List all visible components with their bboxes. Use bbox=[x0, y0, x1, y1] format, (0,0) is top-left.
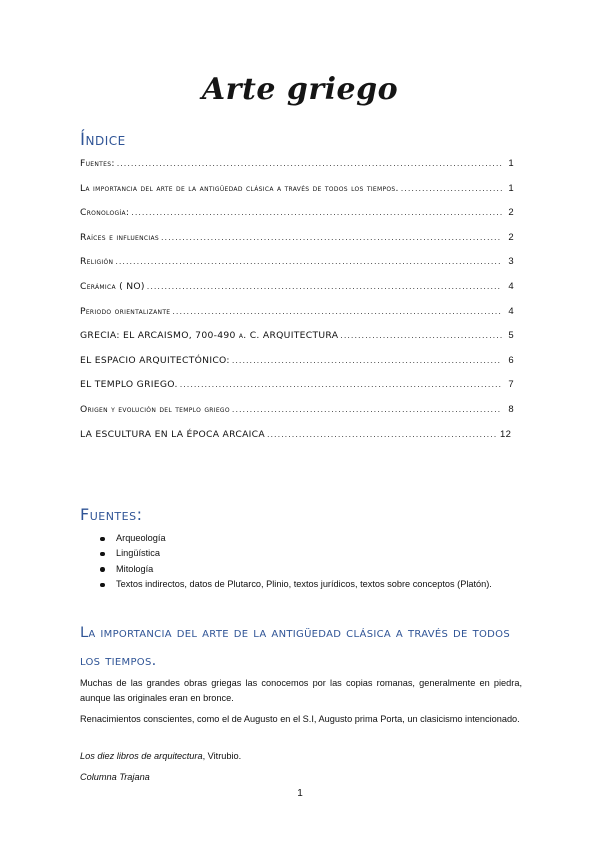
book-title: Los diez libros de arquitectura bbox=[80, 751, 203, 761]
toc-entry[interactable] bbox=[80, 207, 514, 232]
bullet-icon bbox=[100, 583, 105, 588]
list-item-text: Arqueología bbox=[116, 533, 166, 543]
toc-entry-page: 1 bbox=[508, 158, 514, 169]
fuentes-heading: Fuentes: bbox=[80, 505, 143, 524]
toc-entry-page: 1 bbox=[508, 182, 514, 194]
table-of-contents bbox=[80, 158, 514, 453]
toc-entry[interactable] bbox=[80, 355, 514, 380]
toc-leader-dots bbox=[172, 307, 502, 316]
toc-heading: Índice bbox=[80, 130, 126, 150]
book-author: , Vitrubio. bbox=[202, 751, 242, 761]
toc-entry-label: EL TEMPLO GRIEGO. bbox=[80, 379, 178, 391]
toc-entry-label: Fuentes: bbox=[80, 158, 115, 169]
toc-leader-dots bbox=[180, 380, 502, 389]
toc-entry[interactable] bbox=[80, 232, 514, 257]
paragraph-columna-trajana: Columna Trajana bbox=[80, 772, 150, 782]
list-item bbox=[98, 546, 522, 561]
list-item bbox=[98, 531, 522, 546]
toc-leader-dots bbox=[115, 257, 502, 266]
toc-entry-page: 7 bbox=[508, 379, 514, 391]
toc-entry[interactable] bbox=[80, 158, 514, 183]
bullet-icon bbox=[100, 567, 105, 572]
toc-entry[interactable] bbox=[80, 183, 514, 208]
paragraph-renacimientos: Renacimientos conscientes, como el de Augusto en el S.I, Augusto prima Porta, un clasicismo intencionado. bbox=[80, 714, 520, 724]
importancia-heading: La importancia del arte de la antigüedad clásica a través de todos los tiempos. bbox=[80, 625, 510, 669]
toc-entry[interactable] bbox=[80, 404, 514, 429]
paragraph-copias-romanas: Muchas de las grandes obras griegas las conocemos por las copias romanas, generalmente en piedra, aunque las originales eran en bronce. bbox=[80, 678, 522, 704]
list-item bbox=[98, 562, 522, 577]
toc-entry-page: 5 bbox=[508, 330, 514, 342]
toc-entry[interactable] bbox=[80, 281, 514, 306]
toc-entry-page: 2 bbox=[508, 207, 514, 219]
toc-entry-label: Religión bbox=[80, 256, 114, 268]
list-item-text: Mitología bbox=[116, 563, 154, 574]
toc-leader-dots bbox=[117, 159, 502, 168]
toc-leader-dots bbox=[267, 430, 498, 439]
toc-leader-dots bbox=[232, 356, 502, 365]
page-number: 1 bbox=[297, 788, 303, 799]
toc-entry-page: 4 bbox=[508, 305, 514, 317]
toc-entry-page: 4 bbox=[508, 280, 514, 292]
toc-entry-page: 12 bbox=[500, 428, 512, 440]
toc-leader-dots bbox=[161, 233, 502, 242]
toc-leader-dots bbox=[232, 405, 502, 414]
toc-entry-label: LA ESCULTURA EN LA ÉPOCA ARCAICA bbox=[80, 428, 265, 440]
toc-leader-dots bbox=[131, 208, 502, 217]
bullet-icon bbox=[100, 537, 105, 542]
toc-entry[interactable] bbox=[80, 306, 514, 331]
list-item-text: Lingüística bbox=[116, 548, 160, 559]
toc-entry[interactable] bbox=[80, 429, 510, 454]
toc-entry-label: Cronología: bbox=[80, 207, 130, 219]
toc-leader-dots bbox=[147, 282, 502, 291]
fuentes-list bbox=[98, 531, 522, 593]
toc-entry[interactable] bbox=[80, 330, 514, 355]
toc-entry-label: Origen y evolución del templo griego bbox=[80, 403, 230, 415]
toc-entry-label: Raíces e influencias bbox=[80, 231, 159, 243]
toc-entry-page: 6 bbox=[508, 354, 514, 366]
paragraph-vitrubio bbox=[80, 749, 522, 764]
toc-entry-label: GRECIA: EL ARCAISMO, 700-490 a. C. ARQUITECTURA bbox=[80, 330, 339, 342]
toc-entry[interactable] bbox=[80, 379, 514, 404]
toc-entry-label: Cerámica ( NO) bbox=[80, 280, 145, 292]
toc-entry-label: Periodo orientalizante bbox=[80, 305, 171, 317]
list-item-text: Textos indirectos, datos de Plutarco, Plinio, textos jurídicos, textos sobre conceptos (Platón). bbox=[116, 579, 492, 590]
document-title: Arte griego bbox=[201, 72, 399, 107]
toc-entry-page: 8 bbox=[508, 403, 514, 415]
toc-entry-page: 3 bbox=[508, 256, 514, 268]
toc-entry-label: EL ESPACIO ARQUITECTÓNICO: bbox=[80, 354, 230, 366]
list-item bbox=[98, 577, 522, 592]
toc-leader-dots bbox=[401, 184, 502, 193]
toc-leader-dots bbox=[340, 331, 502, 340]
toc-entry-label: La importancia del arte de la antigüedad clásica a través de todos los tiempos. bbox=[80, 182, 399, 194]
toc-entry[interactable] bbox=[80, 256, 514, 281]
toc-entry-page: 2 bbox=[508, 231, 514, 243]
bullet-icon bbox=[100, 552, 105, 557]
